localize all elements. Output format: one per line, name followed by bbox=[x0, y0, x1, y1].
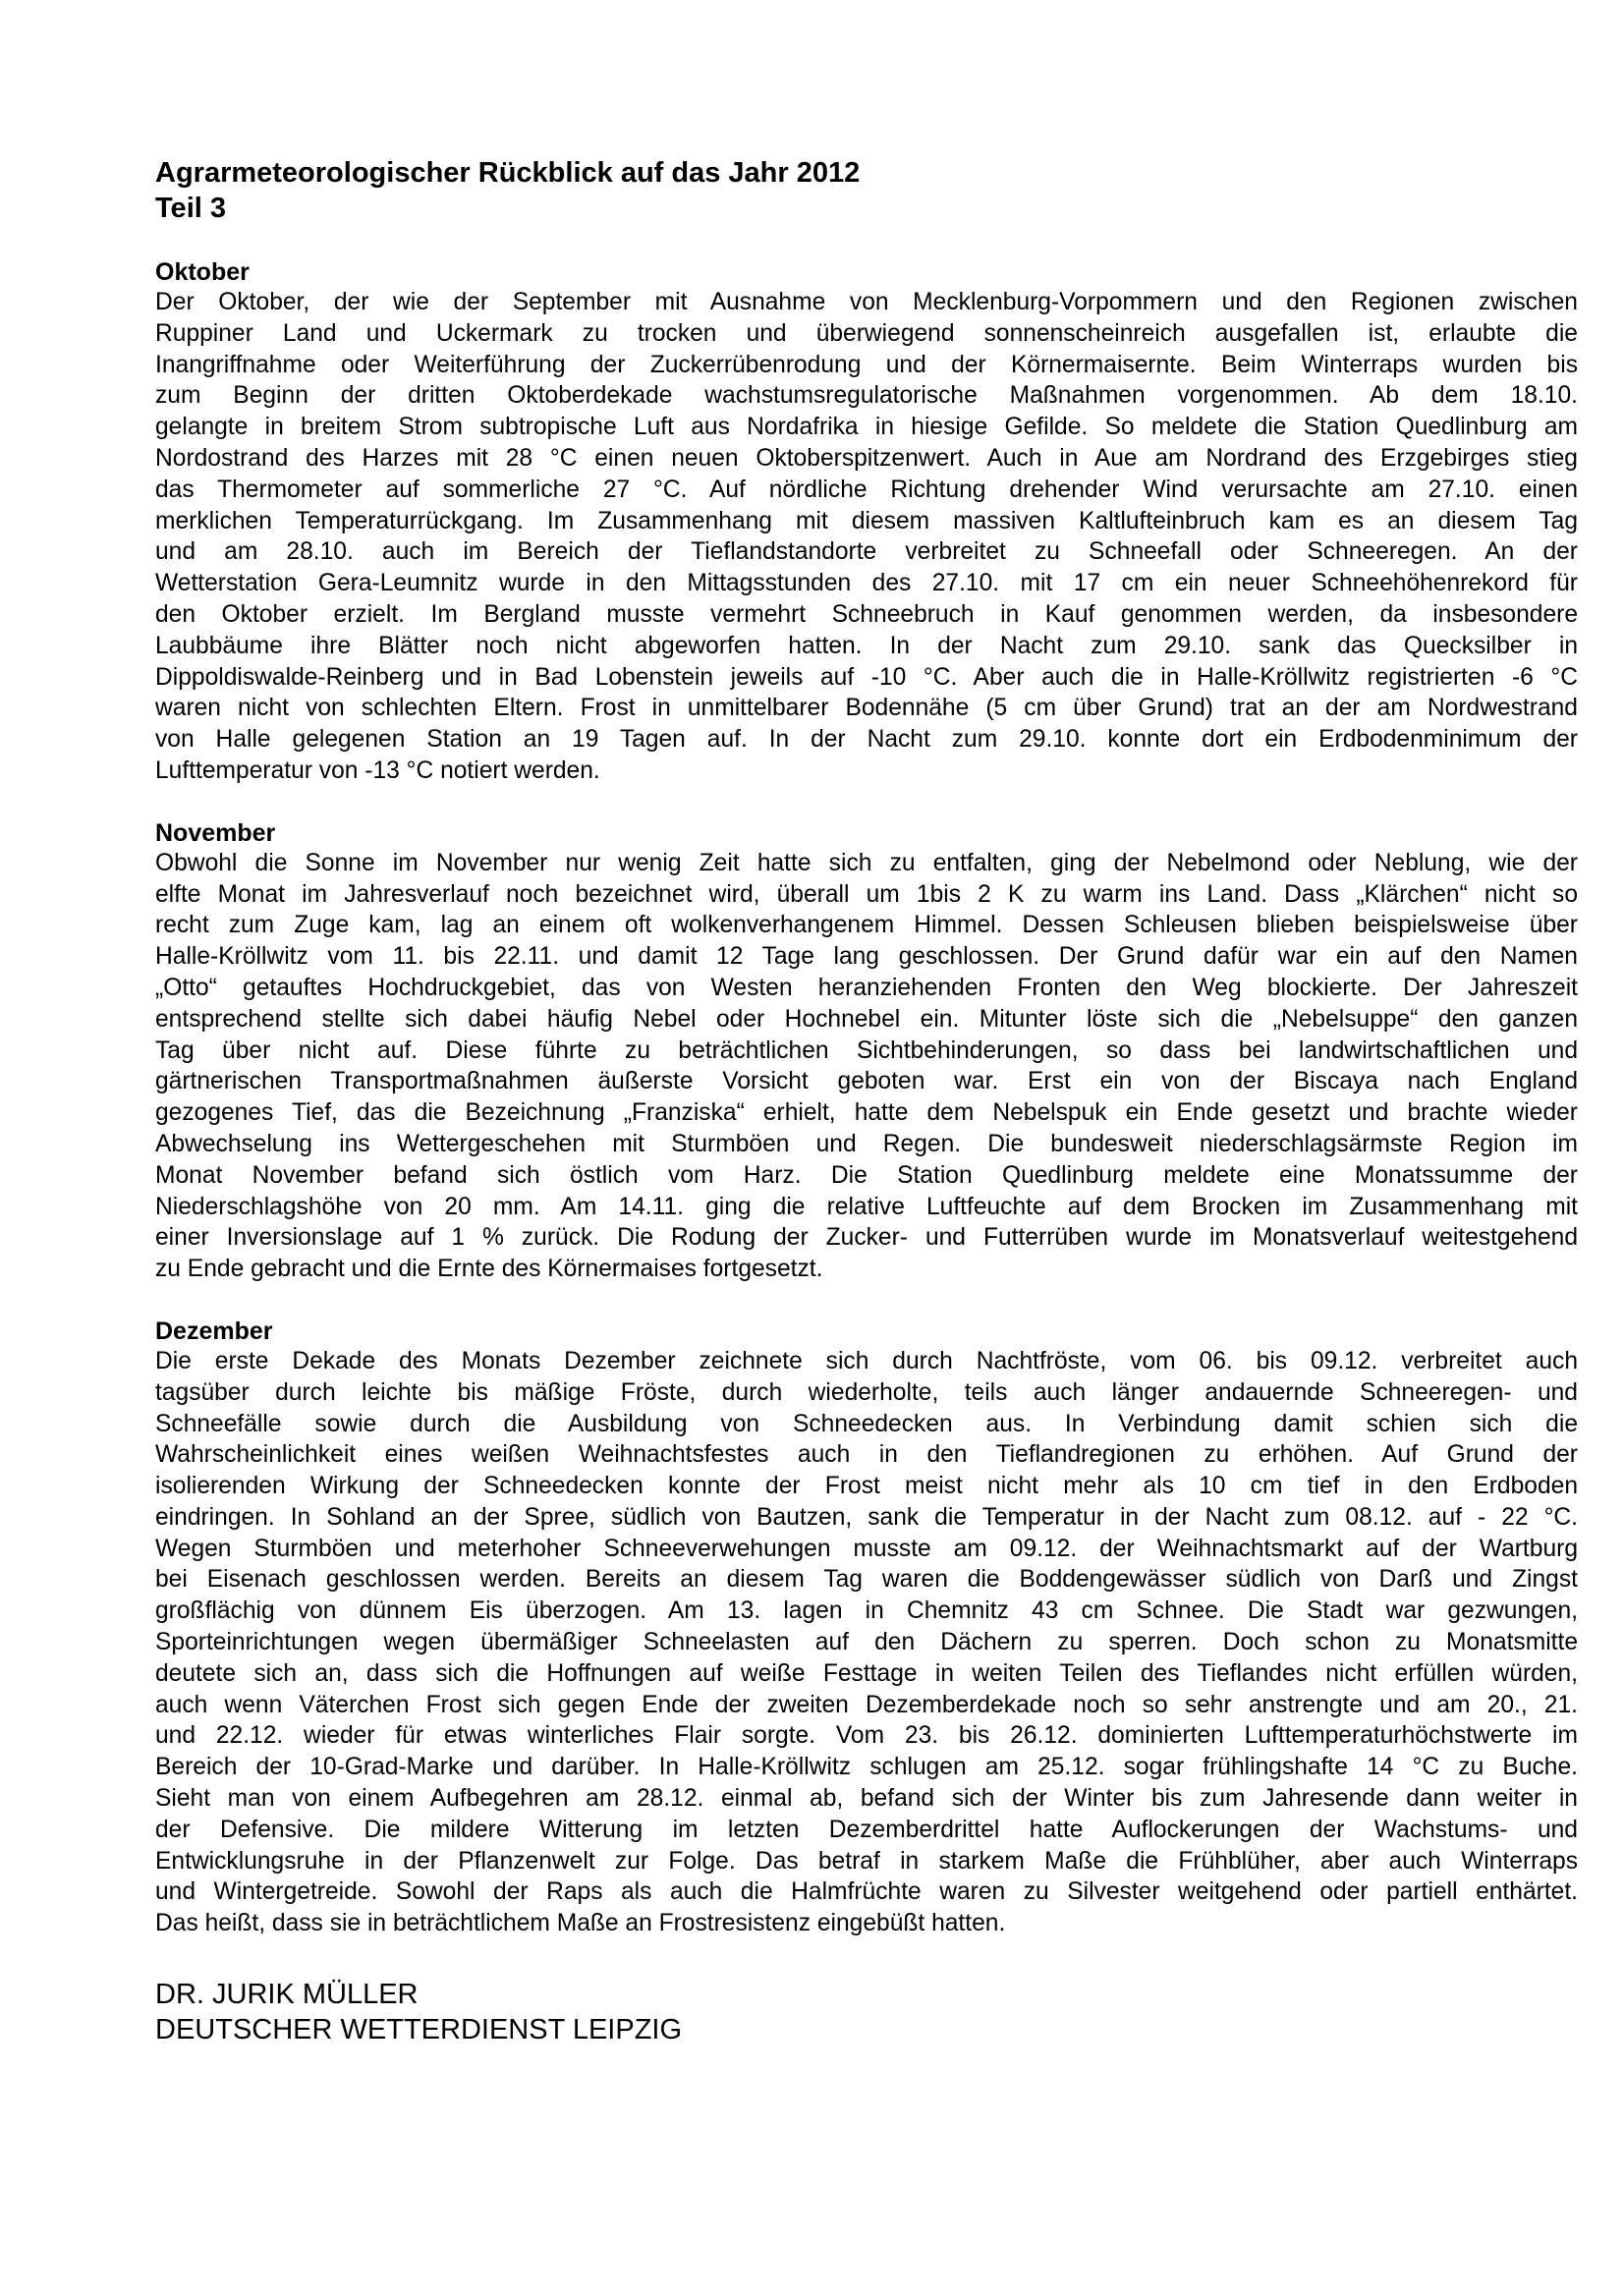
text-line: „Otto“ getauftes Hochdruckgebiet, das von Westen heranziehenden Fronten den Weg blockierte. Der Jahreszeit bbox=[155, 974, 1578, 1001]
text-line: gärtnerischen Transportmaßnahmen äußerste Vorsicht geboten war. Erst ein von der Biscaya nach England bbox=[155, 1068, 1578, 1095]
text-line: der Defensive. Die mildere Witterung im letzten Dezemberdrittel hatte Auflockerungen der Wachstums- und bbox=[155, 1816, 1578, 1843]
section-oktober bbox=[155, 258, 1578, 787]
text-line: und 22.12. wieder für etwas winterliches Flair sorgte. Vom 23. bis 26.12. dominierten Lufttemperaturhöchstwerte im bbox=[155, 1722, 1578, 1750]
text-line: Schneefälle sowie durch die Ausbildung von Schneedecken aus. In Verbindung damit schien sich die bbox=[155, 1410, 1578, 1437]
text-line: Abwechselung ins Wettergeschehen mit Sturmböen und Regen. Die bundesweit niederschlagsärmste Region im bbox=[155, 1130, 1578, 1157]
text-line: entsprechend stellte sich dabei häufig Nebel oder Hochnebel ein. Mitunter löste sich die „Nebelsuppe“ den ganzen bbox=[155, 1005, 1578, 1033]
text-line: Dippoldiswalde-Reinberg und in Bad Lobenstein jeweils auf -10 °C. Aber auch die in Halle-Kröllwitz registrierten -6 °C bbox=[155, 663, 1578, 691]
text-line: Ruppiner Land und Uckermark zu trocken und überwiegend sonnenscheinreich ausgefallen ist, erlaubte die bbox=[155, 319, 1578, 347]
text-line: Entwicklungsruhe in der Pflanzenwelt zur Folge. Das betraf in starkem Maße die Frühblüher, aber auch Winterraps bbox=[155, 1847, 1578, 1875]
text-line: recht zum Zuge kam, lag an einem oft wolkenverhangenem Himmel. Dessen Schleusen blieben beispielsweise über bbox=[155, 912, 1578, 939]
text-line: Inangriffnahme oder Weiterführung der Zuckerrübenrodung und der Körnermaisernte. Beim Winterraps wurden bis bbox=[155, 351, 1578, 378]
section-body bbox=[155, 287, 1578, 787]
text-line: Tag über nicht auf. Diese führte zu beträchtlichen Sichtbehinderungen, so dass bei landwirtschaftlichen und bbox=[155, 1036, 1578, 1064]
text-line: Das heißt, dass sie in beträchtlichem Maße an Frostresistenz eingebüßt hatten. bbox=[155, 1910, 1006, 1937]
text-line: Monat November befand sich östlich vom Harz. Die Station Quedlinburg meldete eine Monatssumme der bbox=[155, 1161, 1578, 1189]
text-line: zum Beginn der dritten Oktoberdekade wachstumsregulatorische Maßnahmen vorgenommen. Ab dem 18.10. bbox=[155, 382, 1578, 410]
author-name: DR. JURIK MÜLLER bbox=[155, 1979, 419, 2011]
section-body bbox=[155, 848, 1578, 1285]
text-line: Niederschlagshöhe von 20 mm. Am 14.11. ging die relative Luftfeuchte auf dem Brocken im Zusammenhang mit bbox=[155, 1193, 1578, 1220]
title-line-1: Agrarmeteorologischer Rückblick auf das Jahr 2012 bbox=[155, 157, 861, 189]
text-line: das Thermometer auf sommerliche 27 °C. Auf nördliche Richtung drehender Wind verursachte am 27.10. einen bbox=[155, 476, 1578, 503]
text-line: deutete sich an, dass sich die Hoffnungen auf weiße Festtage in weiten Teilen des Tieflandes nicht erfüllen würden, bbox=[155, 1659, 1578, 1687]
text-line: einer Inversionslage auf 1 % zurück. Die Rodung der Zucker- und Futterrüben wurde im Monatsverlauf weitestgehend bbox=[155, 1224, 1578, 1252]
text-line: zu Ende gebracht und die Ernte des Körnermaises fortgesetzt. bbox=[155, 1256, 823, 1283]
text-line: Die erste Dekade des Monats Dezember zeichnete sich durch Nachtfröste, vom 06. bis 09.12. verbreitet auch bbox=[155, 1347, 1578, 1374]
section-november bbox=[155, 819, 1578, 1285]
text-line: von Halle gelegenen Station an 19 Tagen auf. In der Nacht zum 29.10. konnte dort ein Erdbodenminimum der bbox=[155, 726, 1578, 754]
document-page bbox=[155, 155, 1578, 2047]
text-line: und am 28.10. auch im Bereich der Tieflandstandorte verbreitet zu Schneefall oder Schneeregen. An der bbox=[155, 538, 1578, 566]
text-line: und Wintergetreide. Sowohl der Raps als auch die Halmfrüchte waren zu Silvester weitgehend oder partiell enthärtet. bbox=[155, 1878, 1578, 1906]
text-line: elfte Monat im Jahresverlauf noch bezeichnet wird, überall um 1bis 2 K zu warm ins Land. Dass „Klärchen“ nicht so bbox=[155, 880, 1578, 908]
section-dezember bbox=[155, 1317, 1578, 1939]
text-line: den Oktober erzielt. Im Bergland musste vermehrt Schneebruch in Kauf genommen werden, da insbesondere bbox=[155, 600, 1578, 628]
text-line: Halle-Kröllwitz vom 11. bis 22.11. und damit 12 Tage lang geschlossen. Der Grund dafür war ein auf den Namen bbox=[155, 943, 1578, 971]
text-line: bei Eisenach geschlossen werden. Bereits an diesem Tag waren die Boddengewässer südlich von Darß und Zingst bbox=[155, 1566, 1578, 1594]
text-line: Lufttemperatur von -13 °C notiert werden. bbox=[155, 756, 600, 784]
text-line: tagsüber durch leichte bis mäßige Fröste, durch wiederholte, teils auch länger andauernde Schneeregen- und bbox=[155, 1378, 1578, 1406]
text-line: merklichen Temperaturrückgang. Im Zusammenhang mit diesem massiven Kaltlufteinbruch kam es an diesem Tag bbox=[155, 507, 1578, 534]
text-line: Wahrscheinlichkeit eines weißen Weihnachtsfestes auch in den Tieflandregionen zu erhöhen. Auf Grund der bbox=[155, 1441, 1578, 1469]
section-heading: November bbox=[155, 818, 276, 847]
text-line: Wetterstation Gera-Leumnitz wurde in den Mittagsstunden des 27.10. mit 17 cm ein neuer Schneehöhenrekord für bbox=[155, 570, 1578, 597]
text-line: isolierenden Wirkung der Schneedecken konnte der Frost meist nicht mehr als 10 cm tief in den Erdboden bbox=[155, 1473, 1578, 1500]
text-line: Sieht man von einem Aufbegehren am 28.12. einmal ab, befand sich der Winter bis zum Jahresende dann weiter in bbox=[155, 1785, 1578, 1813]
text-line: Obwohl die Sonne im November nur wenig Zeit hatte sich zu entfalten, ging der Nebelmond oder Neblung, wie der bbox=[155, 849, 1578, 876]
text-line: gezogenes Tief, das die Bezeichnung „Franziska“ erhielt, hatte dem Nebelspuk ein Ende gesetzt und brachte wieder bbox=[155, 1099, 1578, 1127]
section-heading: Dezember bbox=[155, 1316, 273, 1345]
section-body bbox=[155, 1346, 1578, 1939]
signature-block bbox=[155, 1977, 1578, 2047]
text-line: gelangte in breitem Strom subtropische Luft aus Nordafrika in hiesige Gefilde. So meldete die Station Quedlinburg am bbox=[155, 414, 1578, 441]
text-line: eindringen. In Sohland an der Spree, südlich von Bautzen, sank die Temperatur in der Nacht zum 08.12. auf - 22 °C. bbox=[155, 1503, 1578, 1531]
text-line: auch wenn Väterchen Frost sich gegen Ende der zweiten Dezemberdekade noch so sehr anstrengte und am 20., 21. bbox=[155, 1691, 1578, 1718]
text-line: Laubbäume ihre Blätter noch nicht abgeworfen hatten. In der Nacht zum 29.10. sank das Quecksilber in bbox=[155, 632, 1578, 659]
text-line: Der Oktober, der wie der September mit Ausnahme von Mecklenburg-Vorpommern und den Regionen zwischen bbox=[155, 289, 1578, 315]
text-line: Bereich der 10-Grad-Marke und darüber. In Halle-Kröllwitz schlugen am 25.12. sogar frühlingshafte 14 °C zu Buche. bbox=[155, 1754, 1578, 1781]
section-heading: Oktober bbox=[155, 258, 250, 286]
text-line: Sporteinrichtungen wegen übermäßiger Schneelasten auf den Dächern zu sperren. Doch schon zu Monatsmitte bbox=[155, 1629, 1578, 1656]
title-line-2: Teil 3 bbox=[155, 193, 226, 224]
text-line: großflächig von dünnem Eis überzogen. Am 13. lagen in Chemnitz 43 cm Schnee. Die Stadt war gezwungen, bbox=[155, 1597, 1578, 1625]
text-line: waren nicht von schlechten Eltern. Frost in unmittelbarer Bodennähe (5 cm über Grund) trat an der am Nordwestrand bbox=[155, 695, 1578, 722]
document-title bbox=[155, 155, 1578, 226]
author-organization: DEUTSCHER WETTERDIENST LEIPZIG bbox=[155, 2014, 683, 2046]
text-line: Wegen Sturmböen und meterhoher Schneeverwehungen musste am 09.12. der Weihnachtsmarkt auf der Wartburg bbox=[155, 1535, 1578, 1562]
text-line: Nordostrand des Harzes mit 28 °C einen neuen Oktoberspitzenwert. Auch in Aue am Nordrand des Erzgebirges stieg bbox=[155, 444, 1578, 472]
